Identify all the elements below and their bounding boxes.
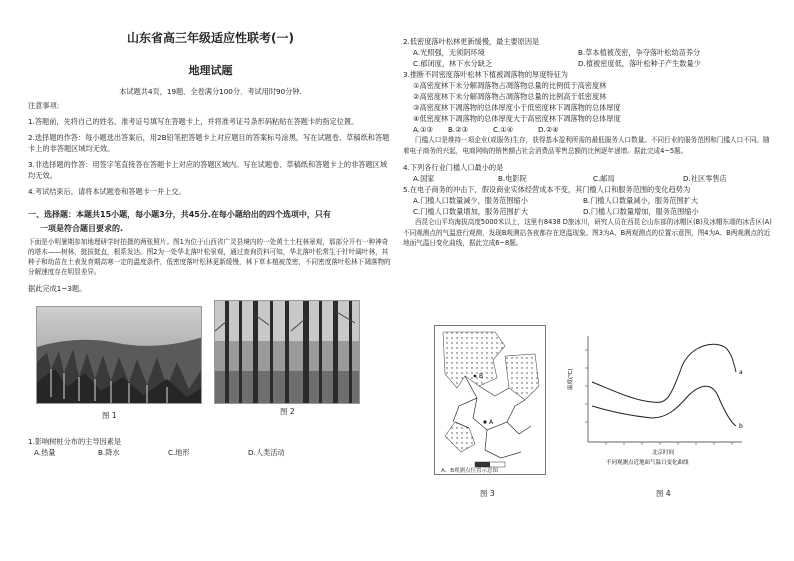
q1-option-b[interactable]: B.降水: [98, 448, 120, 457]
exam-subject: 地理试题: [188, 64, 233, 77]
section-heading-2: 一项是符合题目要求的.: [40, 224, 124, 233]
q4-option-c[interactable]: C.邮局: [593, 174, 615, 183]
q5-option-c[interactable]: C.门槛人口数量增加，服务范围扩大: [413, 207, 529, 216]
q4-option-b[interactable]: B.电影院: [498, 174, 527, 183]
figure-2-caption: 图 2: [280, 407, 295, 416]
figure-4-label: 不同观测点近地面气温日变化曲线: [606, 460, 689, 466]
q3-option-c[interactable]: C.①④: [493, 125, 514, 134]
exam-title: 山东省高三年级适应性联考(一): [127, 31, 294, 45]
figure-3-svg: [435, 326, 545, 474]
q2-option-c[interactable]: C.郁闭度，林下水分缺乏: [413, 59, 493, 68]
q2-option-b[interactable]: B.草本植被茂密，争夺落叶松幼苗养分: [578, 48, 701, 57]
question-3: 3.推断不同密度落叶松林下植被凋落物的厚度特征为: [403, 70, 568, 79]
figure-3-caption: 图 3: [480, 489, 495, 498]
exam-info: 本试题共4页，19题．全卷满分100分．考试用时90分钟.: [119, 87, 302, 96]
question-4-options: [403, 173, 773, 184]
q3-statement-4: ④低密度林下凋落物的总体厚度大于高密度林下凋落物的总体厚度: [413, 114, 621, 123]
passage-1: 下面是小明暑期参加地理研学时拍摄的两张照片。图1为位于山西省广灵县境内的一处黄土土柱林景观，那部分开有一种神奇的塔木——树林，挺拔挺直，根系发达。图2为一处华北落叶松景观，通过查询资料可知，华北落叶松常生于针叶阔叶林，其种子和幼苗在土表发育期高寒一定的温度条件，低密度落叶松林更新缓慢，林下草本植被茂密，不同密度落叶松林下凋落物的分解速度存在明显差异。: [28, 238, 391, 276]
figure-2-photo: [214, 300, 360, 404]
figure-4-caption: 图 4: [656, 489, 671, 498]
notice-heading: 注意事项:: [28, 101, 60, 110]
x-axis-label: 北京时间: [652, 450, 675, 456]
q2-option-a[interactable]: A.光照强，无须阴环境: [413, 48, 485, 57]
notice-item-1: 1.答题前，先将自己的姓名、准考证号填写在答题卡上，并将准考证号条形码粘贴在答题卡的指定位置。: [28, 117, 359, 126]
svg-text:A: A: [489, 419, 494, 426]
question-2: 2.低密度落叶松林更新缓慢，最主要原因是: [403, 37, 540, 46]
q5-option-b[interactable]: B.门槛人口数量减小，服务范围扩大: [583, 196, 699, 205]
passage-1-end: 据此完成1~3题。: [28, 284, 87, 293]
q3-option-d[interactable]: D.②④: [538, 125, 559, 134]
notice-item-3: 3.非选择题的作答：用签字笔直接答在答题卡上对应的答题区域内。写在试题卷、草稿纸和答题卡上的非答题区域均无效。: [28, 160, 388, 180]
q3-statement-1: ①高密度林下未分解凋落物占凋落物总量的比例低于高密度林: [413, 81, 607, 90]
series-b-line: [592, 386, 736, 426]
q3-statement-3: ③高密度林下凋落物的总体厚度小于低密度林下凋落物的总体厚度: [413, 103, 621, 112]
passage-3: 西昆仑山平均海拔高度5000米以上，这里有8438 D旅冰川，研究人员在西昆仑山东部的冰帽区(B)及冰帽东端的冰舌区(A)不同观测点的气温进行观测，发现B观测站各夜都存在逆温现象。图3为A、B两观测点的位置示意图，图4为A、B两观测点的近地面气温日变化曲线，据此完成6~8题。: [403, 218, 772, 247]
photo-row: [28, 306, 393, 426]
question-5-options-row2: [403, 206, 773, 217]
question-4: 4.下列各行业门槛人口最小的是: [403, 163, 504, 172]
question-5-options-row1: [403, 195, 773, 206]
question-1: 1.影响树桩分布的主导因素是: [28, 437, 122, 446]
y-axis-label: 温度(℃): [568, 368, 574, 390]
question-1-options: [28, 447, 393, 458]
notice-item-4: 4.考试结束后，请将本试题卷和答题卡一并上交。: [28, 187, 186, 196]
right-column: [403, 36, 773, 249]
passage-2: 门槛人口是维持一项企业(或服务)生存，获得基本盈利所需的最低服务人口数量。不同行业的服务范围和门槛人口不同。随着电子商务的兴起，电商网购的销售额占社会消费品零售总额的比例逐年递增。据此完成4~5题。: [403, 136, 770, 155]
q3-option-b[interactable]: B.②③: [448, 125, 469, 134]
figure-3-label: A、B观测点位置示意图: [441, 468, 499, 474]
q5-option-d[interactable]: D.门槛人口数量增加，服务范围缩小: [583, 207, 699, 216]
question-2-options-row1: [403, 47, 773, 58]
figure-4-svg: [566, 330, 762, 478]
q1-option-a[interactable]: A.热量: [34, 448, 56, 457]
q1-option-d[interactable]: D.人类活动: [248, 448, 285, 457]
series-a-line: [592, 344, 736, 402]
notice-item-2: 2.选择题的作答：每小题选出答案后，用2B铅笔把答题卡上对应题目的答案标号涂黑，写在试题卷、草稿纸和答题卡上的非答题区域均无效。: [28, 133, 390, 153]
question-2-options-row2: [403, 58, 773, 69]
q3-option-a[interactable]: A.①③: [413, 125, 433, 134]
figure-1-photo: [36, 306, 202, 404]
q2-option-d[interactable]: D.植被密度低，落叶松种子产生数量少: [578, 59, 701, 68]
q5-option-a[interactable]: A.门槛人口数量减少，服务范围缩小: [413, 196, 528, 205]
q1-option-c[interactable]: C.地形: [168, 448, 190, 457]
series-a-label: a: [739, 369, 743, 376]
figure-3-map: [434, 325, 546, 475]
section-heading: 一、选择题：本题共15小题，每小题3分，共45分.在每小题给出的四个选项中，只有: [28, 210, 331, 219]
left-column: [28, 30, 393, 458]
q4-option-a[interactable]: A.国家: [413, 174, 435, 183]
svg-text:B: B: [479, 373, 484, 380]
question-3-options: [403, 124, 773, 135]
q3-statement-2: ②高密度林下未分解凋落物占凋落物总量的比例高于低密度林: [413, 92, 607, 101]
q4-option-d[interactable]: D.社区零售店: [683, 174, 727, 183]
question-5: 5.在电子商务的冲击下，假设商业实体经营成本不变，其门槛人口和服务范围的变化趋势为: [403, 185, 691, 194]
figure-4-chart: [566, 330, 762, 478]
figure-1-caption: 图 1: [102, 411, 117, 420]
series-b-label: b: [739, 423, 743, 430]
